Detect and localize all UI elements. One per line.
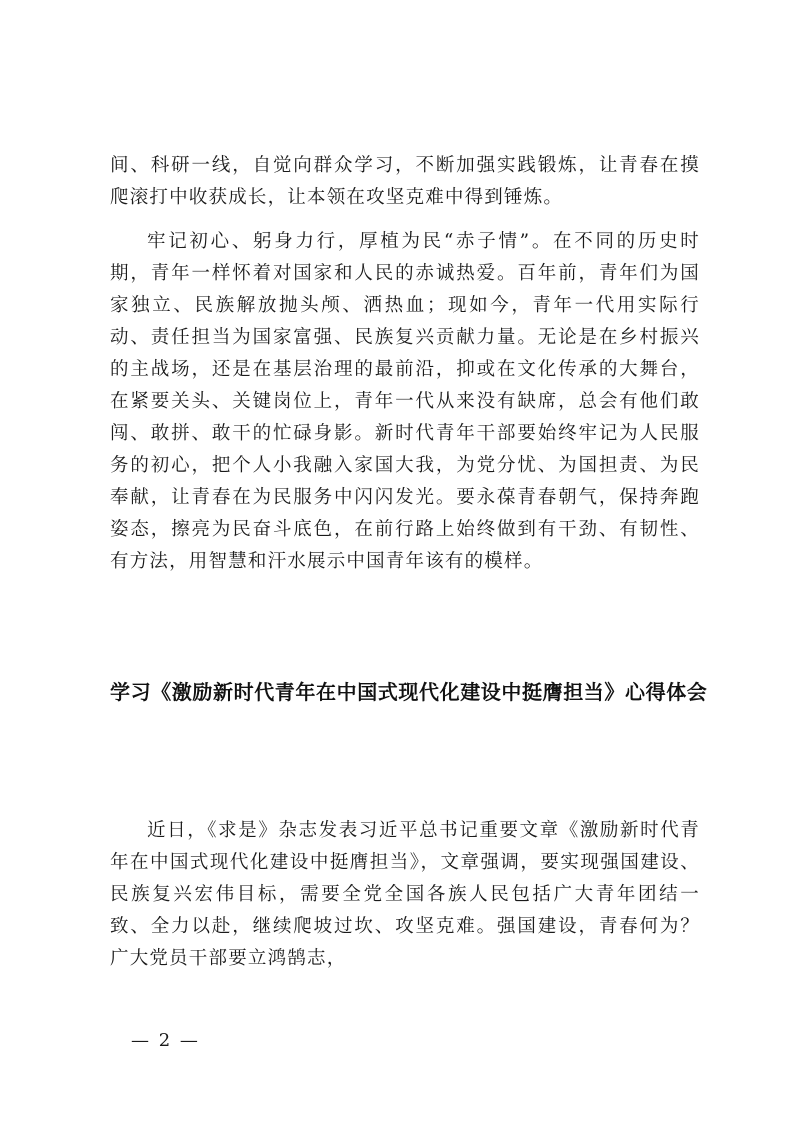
page-number: — 2 — <box>131 1030 200 1051</box>
paragraph-intro: 近日，《求是》杂志发表习近平总书记重要文章《激励新时代青年在中国式现代化建设中挺膺担当》，文章强调，要实现强国建设、民族复兴宏伟目标，需要全党全国各族人民包括广大青年团结一致、全力以赴，继续爬坡过坎、攻坚克难。强国建设，青春何为？广大党员干部要立鸿鹄志， <box>110 820 700 969</box>
section-heading: 学习《激励新时代青年在中国式现代化建设中挺膺担当》心得体会 <box>110 680 708 704</box>
paragraph-red-heart: 牢记初心、躬身力行，厚植为民“赤子情”。在不同的历史时期，青年一样怀着对国家和人民的赤诚热爱。百年前，青年们为国家独立、民族解放抛头颅、洒热血；现如今，青年一代用实际行动、责任担当为国家富强、民族复兴贡献力量。无论是在乡村振兴的主战场，还是在基层治理的最前沿，抑或在文化传承的大舞台，在紧要关头、关键岗位上，青年一代从来没有缺席，总会有他们敢闯、敢拼、敢干的忙碌身影。新时代青年干部要始终牢记为人民服务的初心，把个人小我融入家国大我，为党分忧、为国担责、为民奉献，让青春在为民服务中闪闪发光。要永葆青春朝气，保持奔跑姿态，擦亮为民奋斗底色，在前行路上始终做到有干劲、有韧性、有方法，用智慧和汗水展示中国青年该有的模样。 <box>110 231 700 572</box>
paragraph-continuation: 间、科研一线，自觉向群众学习，不断加强实践锻炼，让青春在摸爬滚打中收获成长，让本领在攻坚克难中得到锤炼。 <box>110 155 700 208</box>
